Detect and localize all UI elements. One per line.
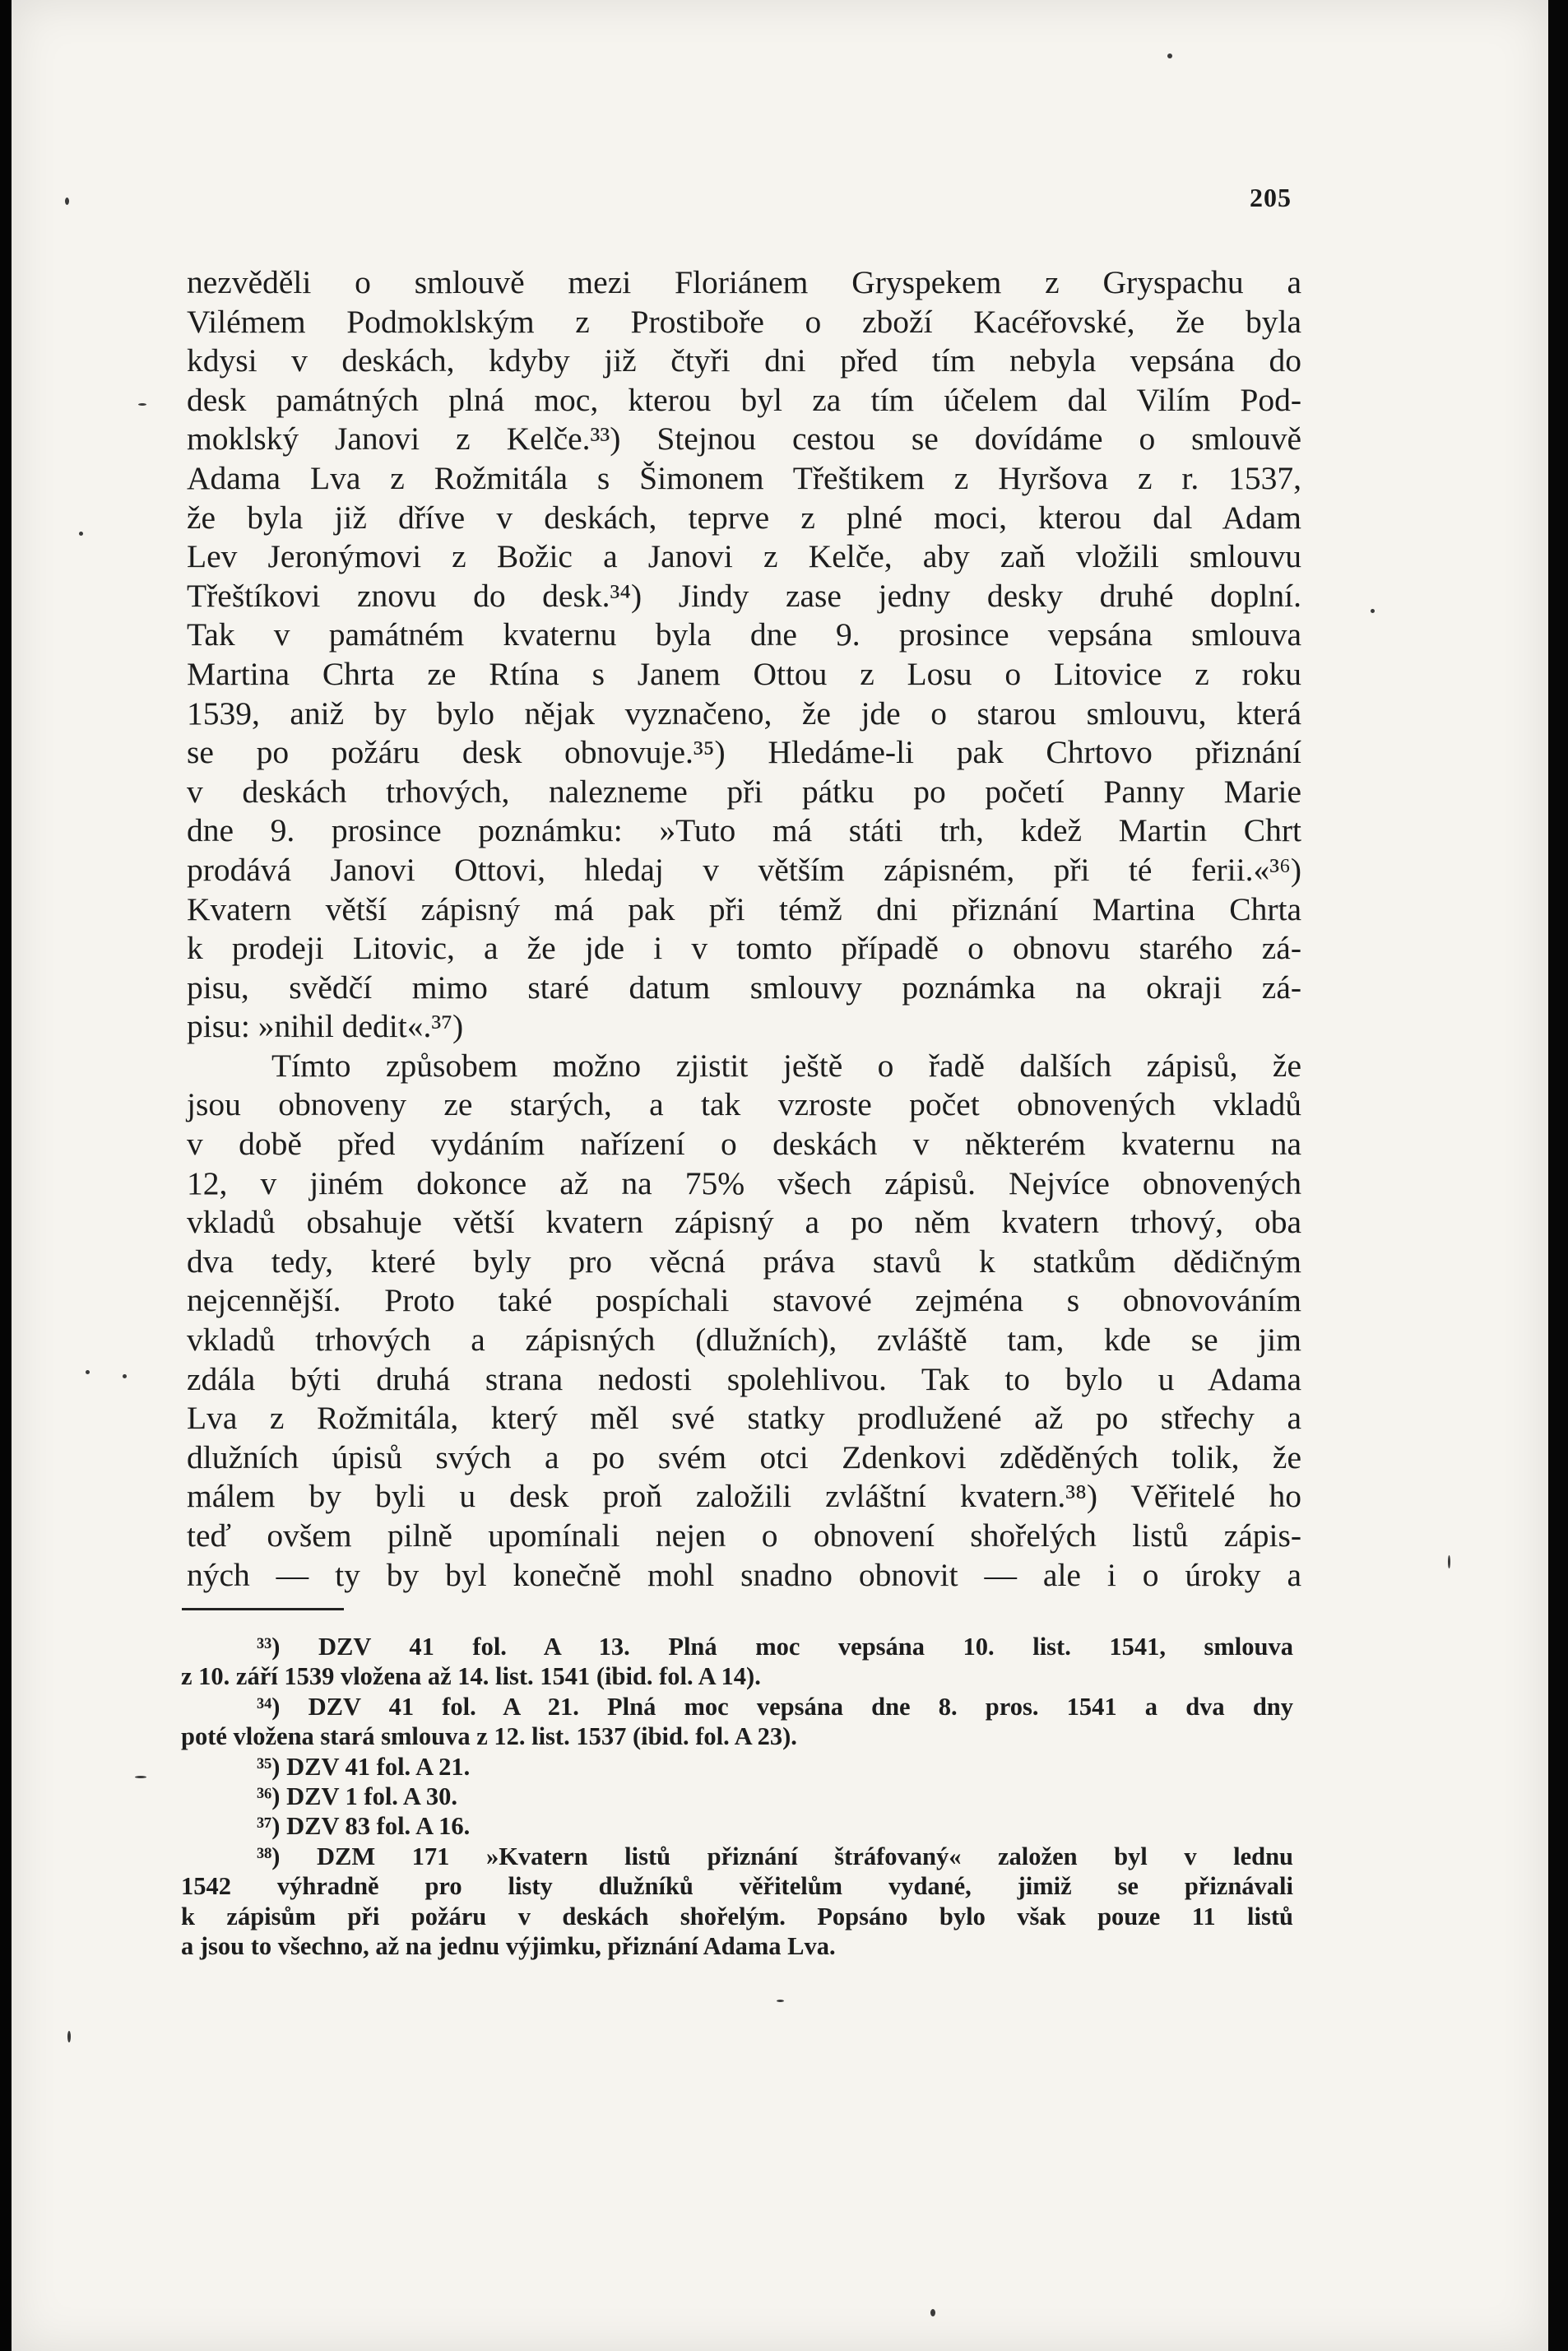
- footnotes: [181, 1632, 1293, 1961]
- text-line: kdysi v deskách, kdyby již čtyři dni před tím nebyla vepsána do: [187, 342, 1301, 379]
- footnote-line: poté vložena stará smlouva z 12. list. 1537 (ibid. fol. A 23).: [181, 1722, 797, 1751]
- text-line: nezvěděli o smlouvě mezi Floriánem Gryspekem z Gryspachu a: [187, 264, 1301, 300]
- scan-border-right: [1548, 0, 1568, 2351]
- text-line: Lev Jeronýmovi z Božic a Janovi z Kelče, aby zaň vložili smlouvu: [187, 538, 1301, 575]
- text-line: pisu: »nihil dedit«.³⁷): [187, 1008, 464, 1045]
- scan-speck: [79, 532, 83, 536]
- text-line: desk památných plná moc, kterou byl za tím účelem dal Vilím Pod-: [187, 381, 1301, 418]
- page-number: 205: [1250, 183, 1292, 212]
- text-line: dne 9. prosince poznámku: »Tuto má státi trh, kdež Martin Chrt: [187, 812, 1301, 849]
- book-page: [12, 0, 1548, 2351]
- footnote-line: ³⁷) DZV 83 fol. A 16.: [257, 1812, 471, 1841]
- text-line: málem by byli u desk proň založili zvláštní kvatern.³⁸) Věřitelé ho: [187, 1478, 1301, 1515]
- footnote-line: a jsou to všechno, až na jednu výjimku, přiznání Adama Lva.: [181, 1931, 836, 1960]
- text-line: pisu, svědčí mimo staré datum smlouvy poznámka na okraji zá-: [187, 969, 1301, 1006]
- text-line: Vilémem Podmoklským z Prostiboře o zboží Kacéřovské, že byla: [187, 303, 1301, 340]
- text-line: nejcennější. Proto také pospíchali stavové zejména s obnovováním: [187, 1282, 1301, 1319]
- footnote-line: ³⁴) DZV 41 fol. A 21. Plná moc vepsána dne 8. pros. 1541 a dva dny: [257, 1692, 1293, 1721]
- scan-speck: [1448, 1555, 1450, 1568]
- text-line: Třeštíkovi znovu do desk.³⁴) Jindy zase jedny desky druhé doplní.: [187, 577, 1301, 614]
- scan-speck: [1167, 53, 1172, 58]
- footnote-line: 1542 výhradně pro listy dlužníků věřitelům vydané, jimiž se přiznávali: [181, 1872, 1293, 1901]
- text-line: dlužních úpisů svých a po svém otci Zdenkovi zděděných tolik, že: [187, 1438, 1301, 1475]
- text-line: teď ovšem pilně upomínali nejen o obnovení shořelých listů zápis-: [187, 1517, 1301, 1554]
- footnote-line: ³⁶) DZV 1 fol. A 30.: [257, 1782, 457, 1810]
- scan-speck: [135, 1776, 146, 1778]
- scan-speck: [1371, 609, 1375, 613]
- text-line: prodává Janovi Ottovi, hledaj v větším zápisném, při té ferii.«³⁶): [187, 851, 1301, 888]
- text-line: ných — ty by byl konečně mohl snadno obnovit — ale i o úroky a: [187, 1556, 1301, 1593]
- text-line: Adama Lva z Rožmitála s Šimonem Třeštikem z Hyršova z r. 1537,: [187, 459, 1301, 496]
- footnote-divider: [182, 1608, 344, 1610]
- scan-speck: [138, 403, 146, 406]
- scan-border-left: [0, 0, 12, 2351]
- scan-speck: [65, 197, 69, 205]
- footnote-line: ³³) DZV 41 fol. A 13. Plná moc vepsána 10. list. 1541, smlouva: [257, 1633, 1293, 1661]
- body-text: [187, 263, 1301, 1595]
- text-line: vkladů trhových a zápisných (dlužních), zvláště tam, kde se jim: [187, 1322, 1301, 1359]
- text-line: 12, v jiném dokonce až na 75% všech zápisů. Nejvíce obnovených: [187, 1164, 1301, 1201]
- scan-speck: [123, 1374, 127, 1378]
- text-line: Tak v památném kvaternu byla dne 9. prosince vepsána smlouva: [187, 616, 1301, 653]
- scan-speck: [930, 2309, 935, 2316]
- text-line: 1539, aniž by bylo nějak vyznačeno, že jde o starou smlouvu, která: [187, 695, 1301, 732]
- text-line: se po požáru desk obnovuje.³⁵) Hledáme-li pak Chrtovo přiznání: [187, 734, 1301, 771]
- text-line-paragraph-start: Tímto způsobem možno zjistit ještě o řadě dalších zápisů, že: [271, 1047, 1301, 1084]
- footnote-line: ³⁵) DZV 41 fol. A 21.: [257, 1752, 471, 1781]
- text-line: zdála býti druhá strana nedosti spolehlivou. Tak to bylo u Adama: [187, 1360, 1301, 1397]
- footnote-line: k zápisům při požáru v deskách shořelým. Popsáno bylo však pouze 11 listů: [181, 1902, 1293, 1931]
- text-line: dva tedy, které byly pro věcná práva stavů k statkům dědičným: [187, 1243, 1301, 1280]
- text-line: v době před vydáním nařízení o deskách v některém kvaternu na: [187, 1126, 1301, 1163]
- text-line: moklský Janovi z Kelče.³³) Stejnou cestou se dovídáme o smlouvě: [187, 420, 1301, 458]
- scan-speck: [86, 1370, 90, 1374]
- text-line: Martina Chrta ze Rtína s Janem Ottou z Losu o Litovice z roku: [187, 655, 1301, 692]
- text-line: v deskách trhových, nalezneme při pátku po početí Panny Marie: [187, 773, 1301, 810]
- text-line: jsou obnoveny ze starých, a tak vzroste počet obnovených vkladů: [187, 1086, 1301, 1123]
- scan-speck: [777, 2000, 784, 2002]
- scan-speck: [67, 2031, 71, 2042]
- footnote-line: ³⁸) DZM 171 »Kvatern listů přiznání štráfovaný« založen byl v lednu: [257, 1842, 1293, 1870]
- text-line: k prodeji Litovic, a že jde i v tomto případě o obnovu starého zá-: [187, 930, 1301, 967]
- text-line: vkladů obsahuje větší kvatern zápisný a po něm kvatern trhový, oba: [187, 1204, 1301, 1241]
- text-line: Lva z Rožmitála, který měl své statky prodlužené až po střechy a: [187, 1400, 1301, 1437]
- footnote-line: z 10. září 1539 vložena až 14. list. 1541 (ibid. fol. A 14).: [181, 1662, 761, 1691]
- text-line: Kvatern větší zápisný má pak při témž dni přiznání Martina Chrta: [187, 890, 1301, 927]
- text-line: že byla již dříve v deskách, teprve z plné moci, kterou dal Adam: [187, 499, 1301, 536]
